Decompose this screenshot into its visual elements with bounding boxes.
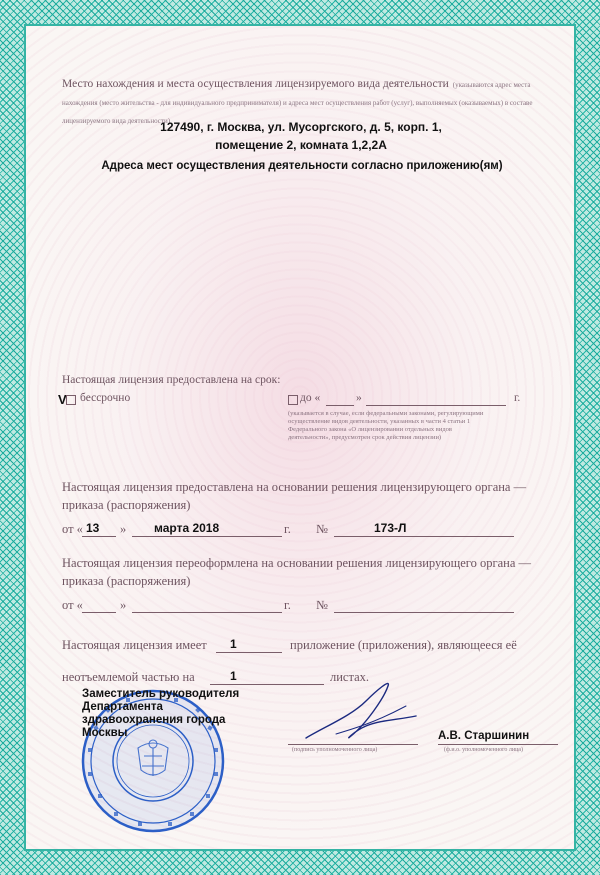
until-checkbox <box>288 395 298 405</box>
name-caption: (ф.и.о. уполномоченного лица) <box>444 747 523 753</box>
signatory-name: А.В. Старшинин <box>438 730 530 742</box>
address-block <box>86 118 516 154</box>
reissue-number-line <box>334 612 514 613</box>
appendix-text2-before: неотъемлемой частью на <box>62 670 195 684</box>
signatory-position-line-1: Заместитель руководителя <box>82 688 240 700</box>
until-year-suffix: г. <box>514 392 521 404</box>
header-title: Место нахождения и места осуществления лицензируемого вида деятельности <box>62 78 449 90</box>
basis-month-year: марта 2018 <box>154 521 220 535</box>
basis-text: Настоящая лицензия предоставлена на основании решения лицензирующего органа — приказа (распоряжения) <box>62 480 527 512</box>
reissue-number-label: № <box>316 598 328 612</box>
appendix-count: 1 <box>230 637 237 651</box>
license-sheet <box>24 24 576 851</box>
term-label: Настоящая лицензия предоставлена на срок: <box>62 374 281 386</box>
reissue-day-line <box>82 612 116 613</box>
appendix-text-before: Настоящая лицензия имеет <box>62 638 207 652</box>
handwritten-signature <box>296 676 426 751</box>
term-note: (указывается в случае, если федеральными законами, регулирующими осуществление видов деятельности, указанных в части 4 статьи 1 Федерального закона «О лицензировании отдельных видов деятельности», предусмотрен срок действия лицензии) <box>288 410 484 441</box>
appendix-text2-after: листах. <box>330 670 370 684</box>
reissue-from-label: от « <box>62 598 83 612</box>
basis-number-line <box>334 536 514 537</box>
until-month-line <box>366 405 506 406</box>
basis-year-suffix: г. <box>284 522 291 536</box>
signatory-position-line-4: Москвы <box>82 727 128 739</box>
until-label: до « <box>300 392 321 404</box>
reissue-month-line <box>132 612 282 613</box>
reissue-text: Настоящая лицензия переоформлена на основании решения лицензирующего органа — приказа (распоряжения) <box>62 556 532 588</box>
address-line-3: Адреса мест осуществления деятельности согласно приложению(ям) <box>101 160 503 172</box>
basis-day-line <box>82 536 116 537</box>
unlimited-check-mark: V <box>58 392 67 407</box>
address-line-2: помещение 2, комната 1,2,2А <box>215 138 387 152</box>
basis-number: 173-Л <box>374 521 407 535</box>
basis-month-line <box>132 536 282 537</box>
signature-caption: (подпись уполномоченного лица) <box>292 747 378 753</box>
basis-day: 13 <box>86 521 100 535</box>
until-quote-close: » <box>356 392 362 404</box>
header-note: (указываются адрес места нахождения (место жительства - для индивидуального предпринимателя) и адреса мест осуществления работ (услуг), выполняемых (оказываемых) в составе лицензируемого вида деятельности) <box>62 81 533 125</box>
appendix-count-line <box>216 652 282 653</box>
reissue-quote-close: » <box>120 598 127 612</box>
basis-quote-close: » <box>120 522 127 536</box>
unlimited-label: бессрочно <box>80 392 131 404</box>
reissue-year-suffix: г. <box>284 598 291 612</box>
name-line <box>438 744 558 745</box>
address-line-1: 127490, г. Москва, ул. Мусоргского, д. 5, корп. 1, <box>160 120 442 134</box>
signatory-position <box>82 688 239 740</box>
appendix-text-after: приложение (приложения), являющееся её <box>290 638 517 652</box>
appendix-sheets: 1 <box>230 669 237 683</box>
signatory-position-line-3: здравоохранения города <box>82 714 226 726</box>
unlimited-checkbox <box>66 395 76 405</box>
basis-number-label: № <box>316 522 328 536</box>
until-day-line <box>326 405 354 406</box>
basis-from-label: от « <box>62 522 83 536</box>
signatory-position-line-2: Департамента <box>82 701 163 713</box>
